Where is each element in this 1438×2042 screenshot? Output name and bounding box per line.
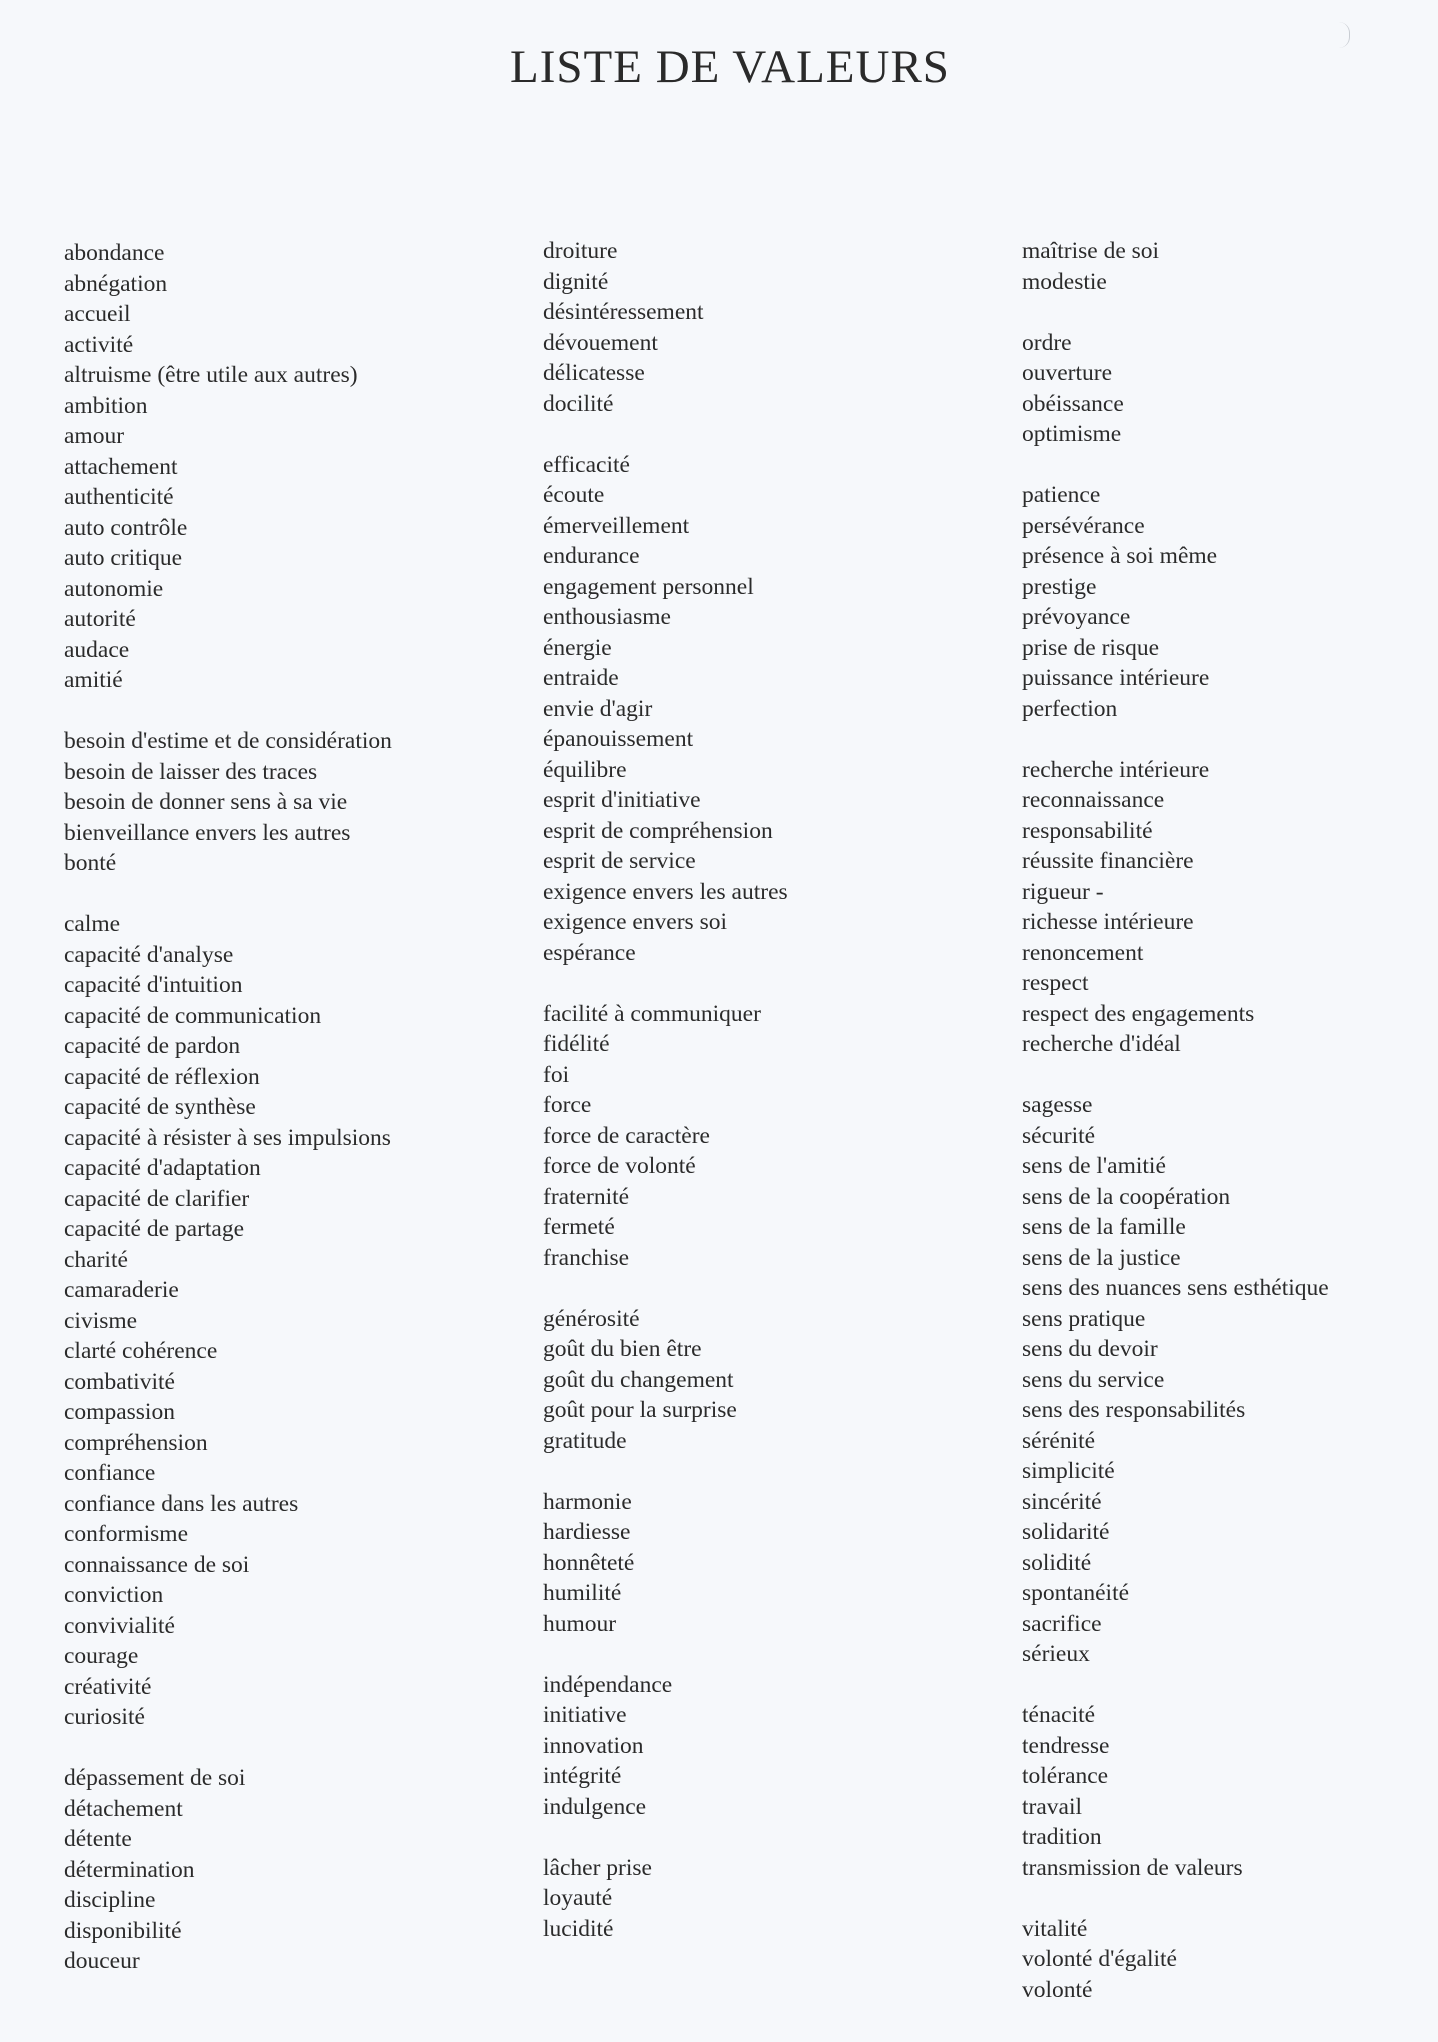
value-item: civisme — [64, 1307, 138, 1334]
value-item: harmonie — [543, 1488, 632, 1515]
value-item: indulgence — [543, 1793, 647, 1820]
value-item: franchise — [543, 1244, 630, 1271]
value-item: amitié — [64, 667, 123, 693]
value-item: prévoyance — [1022, 604, 1131, 630]
value-item: disponibilité — [64, 1917, 182, 1944]
group-spacer — [543, 1273, 983, 1304]
value-item: force de volonté — [543, 1153, 696, 1179]
group-spacer — [1022, 1060, 1438, 1091]
value-item: force de caractère — [543, 1122, 710, 1149]
value-item: dépassement de soi — [64, 1765, 246, 1791]
value-item: clarté cohérence — [64, 1338, 218, 1364]
value-item: audace — [64, 636, 130, 663]
value-item: entraide — [543, 665, 619, 691]
value-item: conviction — [64, 1582, 164, 1608]
value-item: émerveillement — [543, 512, 690, 539]
value-item: goût pour la surprise — [543, 1397, 737, 1423]
value-item: sens de la justice — [1022, 1244, 1181, 1271]
value-item: courage — [64, 1643, 139, 1669]
value-item: force — [543, 1092, 592, 1118]
value-item: humour — [543, 1610, 617, 1637]
group-spacer — [1022, 297, 1438, 328]
value-item: capacité de partage — [64, 1216, 245, 1242]
value-item: sens pratique — [1022, 1305, 1146, 1332]
value-item: esprit de compréhension — [543, 817, 773, 844]
value-item: renoncement — [1022, 939, 1144, 966]
group-spacer — [543, 1822, 983, 1853]
value-item: perfection — [1022, 695, 1118, 722]
value-item: discipline — [64, 1887, 156, 1913]
value-item: sens du devoir — [1022, 1336, 1158, 1362]
value-item: innovation — [543, 1732, 644, 1759]
value-item: capacité à résister à ses impulsions — [64, 1124, 391, 1151]
page-title: LISTE DE VALEURS — [510, 41, 950, 93]
value-item: curiosité — [64, 1704, 145, 1730]
value-item: volonté — [1022, 1976, 1093, 2003]
group-spacer — [1022, 724, 1438, 755]
value-item: sens de la famille — [1022, 1214, 1186, 1240]
value-item: sécurité — [1022, 1122, 1096, 1149]
value-item: lucidité — [543, 1915, 614, 1942]
value-item: besoin de laisser des traces — [64, 758, 318, 785]
value-item: amour — [64, 423, 125, 449]
value-item: capacité de communication — [64, 1002, 322, 1029]
value-item: simplicité — [1022, 1458, 1115, 1484]
value-item: solidité — [1022, 1549, 1092, 1576]
value-item: ténacité — [1022, 1702, 1096, 1728]
value-item: besoin d'estime et de considération — [64, 728, 392, 754]
value-item: ouverture — [1022, 360, 1113, 386]
value-item: capacité de pardon — [64, 1033, 241, 1059]
value-item: vitalité — [1022, 1915, 1088, 1942]
value-item: équilibre — [543, 756, 627, 783]
value-item: gratitude — [543, 1427, 627, 1454]
value-item: travail — [1022, 1793, 1083, 1820]
value-item: détermination — [64, 1856, 195, 1883]
group-spacer — [64, 1733, 504, 1764]
value-item: auto contrôle — [64, 514, 188, 541]
value-item: détente — [64, 1826, 132, 1852]
value-item: compréhension — [64, 1429, 208, 1456]
group-spacer — [1022, 450, 1438, 481]
value-item: recherche intérieure — [1022, 756, 1210, 783]
value-item: espérance — [543, 939, 636, 966]
value-item: optimisme — [1022, 421, 1122, 447]
value-item: connaissance de soi — [64, 1551, 250, 1578]
value-item: réussite financière — [1022, 848, 1194, 874]
values-column-2 — [543, 236, 983, 1944]
value-item: sens du service — [1022, 1366, 1165, 1393]
values-column-3 — [1022, 236, 1438, 2005]
group-spacer — [543, 968, 983, 999]
value-item: hardiesse — [543, 1519, 631, 1545]
value-item: convivialité — [64, 1612, 175, 1639]
value-item: dévouement — [543, 329, 658, 356]
value-item: capacité de synthèse — [64, 1094, 256, 1120]
value-item: rigueur - — [1022, 878, 1104, 905]
value-item: sens de l'amitié — [1022, 1153, 1166, 1179]
value-item: intégrité — [543, 1763, 622, 1789]
value-item: sens de la coopération — [1022, 1183, 1231, 1210]
value-item: capacité de réflexion — [64, 1063, 260, 1090]
value-item: tradition — [1022, 1824, 1102, 1850]
group-spacer — [543, 419, 983, 450]
value-item: auto critique — [64, 545, 183, 571]
value-item: présence à soi même — [1022, 543, 1218, 569]
value-item: persévérance — [1022, 512, 1145, 539]
value-item: humilité — [543, 1580, 622, 1606]
value-item: calme — [64, 911, 121, 937]
group-spacer — [64, 879, 504, 910]
value-item: fermeté — [543, 1214, 615, 1240]
value-item: efficacité — [543, 451, 630, 478]
value-item: respect des engagements — [1022, 1000, 1255, 1027]
value-item: solidarité — [1022, 1519, 1110, 1545]
value-item: reconnaissance — [1022, 787, 1165, 813]
group-spacer — [543, 1456, 983, 1487]
value-item: obéissance — [1022, 390, 1124, 417]
value-item: envie d'agir — [543, 695, 653, 722]
value-item: bienveillance envers les autres — [64, 819, 351, 846]
group-spacer — [64, 696, 504, 727]
value-item: foi — [543, 1061, 570, 1088]
value-item: sens des nuances sens esthétique — [1022, 1275, 1329, 1301]
value-item: conformisme — [64, 1521, 188, 1547]
value-item: charité — [64, 1246, 128, 1273]
value-item: honnêteté — [543, 1549, 635, 1576]
value-item: énergie — [543, 634, 612, 661]
value-item: combativité — [64, 1368, 175, 1395]
value-item: spontanéité — [1022, 1580, 1130, 1606]
value-item: tolérance — [1022, 1763, 1109, 1789]
value-item: respect — [1022, 970, 1089, 996]
value-item: activité — [64, 331, 134, 358]
value-item: prestige — [1022, 573, 1097, 600]
value-item: épanouissement — [543, 726, 694, 752]
value-item: responsabilité — [1022, 817, 1153, 844]
value-item: accueil — [64, 301, 131, 327]
value-item: sincérité — [1022, 1488, 1102, 1515]
value-item: dignité — [543, 268, 609, 295]
value-item: confiance dans les autres — [64, 1490, 299, 1517]
value-item: douceur — [64, 1948, 140, 1974]
value-item: abondance — [64, 240, 165, 266]
value-item: sérénité — [1022, 1427, 1096, 1454]
value-item: camaraderie — [64, 1277, 179, 1303]
value-item: goût du bien être — [543, 1336, 702, 1362]
value-item: désintéressement — [543, 299, 704, 325]
value-item: capacité de clarifier — [64, 1185, 250, 1212]
value-item: prise de risque — [1022, 634, 1160, 661]
value-item: générosité — [543, 1305, 640, 1332]
group-spacer — [1022, 1883, 1438, 1914]
value-item: modestie — [1022, 268, 1107, 295]
value-item: écoute — [543, 482, 605, 508]
value-item: initiative — [543, 1702, 627, 1728]
value-item: richesse intérieure — [1022, 909, 1194, 935]
value-item: besoin de donner sens à sa vie — [64, 789, 348, 815]
value-item: engagement personnel — [543, 573, 754, 600]
value-item: exigence envers les autres — [543, 878, 788, 905]
value-item: droiture — [543, 238, 618, 264]
value-item: esprit d'initiative — [543, 787, 701, 813]
value-item: enthousiasme — [543, 604, 671, 630]
value-item: fraternité — [543, 1183, 630, 1210]
value-item: sagesse — [1022, 1092, 1093, 1118]
value-item: indépendance — [543, 1671, 673, 1698]
value-item: détachement — [64, 1795, 183, 1822]
value-item: docilité — [543, 390, 614, 417]
value-item: esprit de service — [543, 848, 696, 874]
value-item: ambition — [64, 392, 148, 419]
value-item: endurance — [543, 543, 640, 569]
value-item: capacité d'adaptation — [64, 1155, 261, 1181]
value-item: autonomie — [64, 575, 164, 602]
group-spacer — [543, 1639, 983, 1670]
value-item: lâcher prise — [543, 1854, 652, 1881]
value-item: authenticité — [64, 484, 174, 510]
value-item: abnégation — [64, 270, 168, 297]
value-item: transmission de valeurs — [1022, 1854, 1243, 1881]
value-item: sérieux — [1022, 1641, 1090, 1667]
value-item: attachement — [64, 453, 178, 480]
value-item: sens des responsabilités — [1022, 1397, 1246, 1423]
value-item: exigence envers soi — [543, 909, 728, 935]
value-item: altruisme (être utile aux autres) — [64, 362, 358, 388]
value-item: fidélité — [543, 1031, 610, 1057]
value-item: capacité d'intuition — [64, 972, 243, 998]
value-item: compassion — [64, 1399, 175, 1425]
value-item: sacrifice — [1022, 1610, 1102, 1637]
value-item: loyauté — [543, 1885, 613, 1911]
value-item: puissance intérieure — [1022, 665, 1210, 691]
value-item: ordre — [1022, 329, 1072, 356]
value-item: confiance — [64, 1460, 156, 1486]
group-spacer — [1022, 1670, 1438, 1701]
value-item: tendresse — [1022, 1732, 1110, 1759]
value-item: patience — [1022, 482, 1101, 508]
value-item: facilité à communiquer — [543, 1000, 761, 1027]
values-column-1 — [64, 238, 504, 1977]
value-item: maîtrise de soi — [1022, 238, 1160, 264]
value-item: recherche d'idéal — [1022, 1031, 1181, 1057]
value-item: délicatesse — [543, 360, 645, 386]
value-item: goût du changement — [543, 1366, 734, 1393]
value-item: volonté d'égalité — [1022, 1946, 1177, 1972]
value-item: autorité — [64, 606, 136, 632]
value-item: capacité d'analyse — [64, 941, 234, 968]
value-item: bonté — [64, 850, 117, 876]
value-item: créativité — [64, 1673, 152, 1700]
